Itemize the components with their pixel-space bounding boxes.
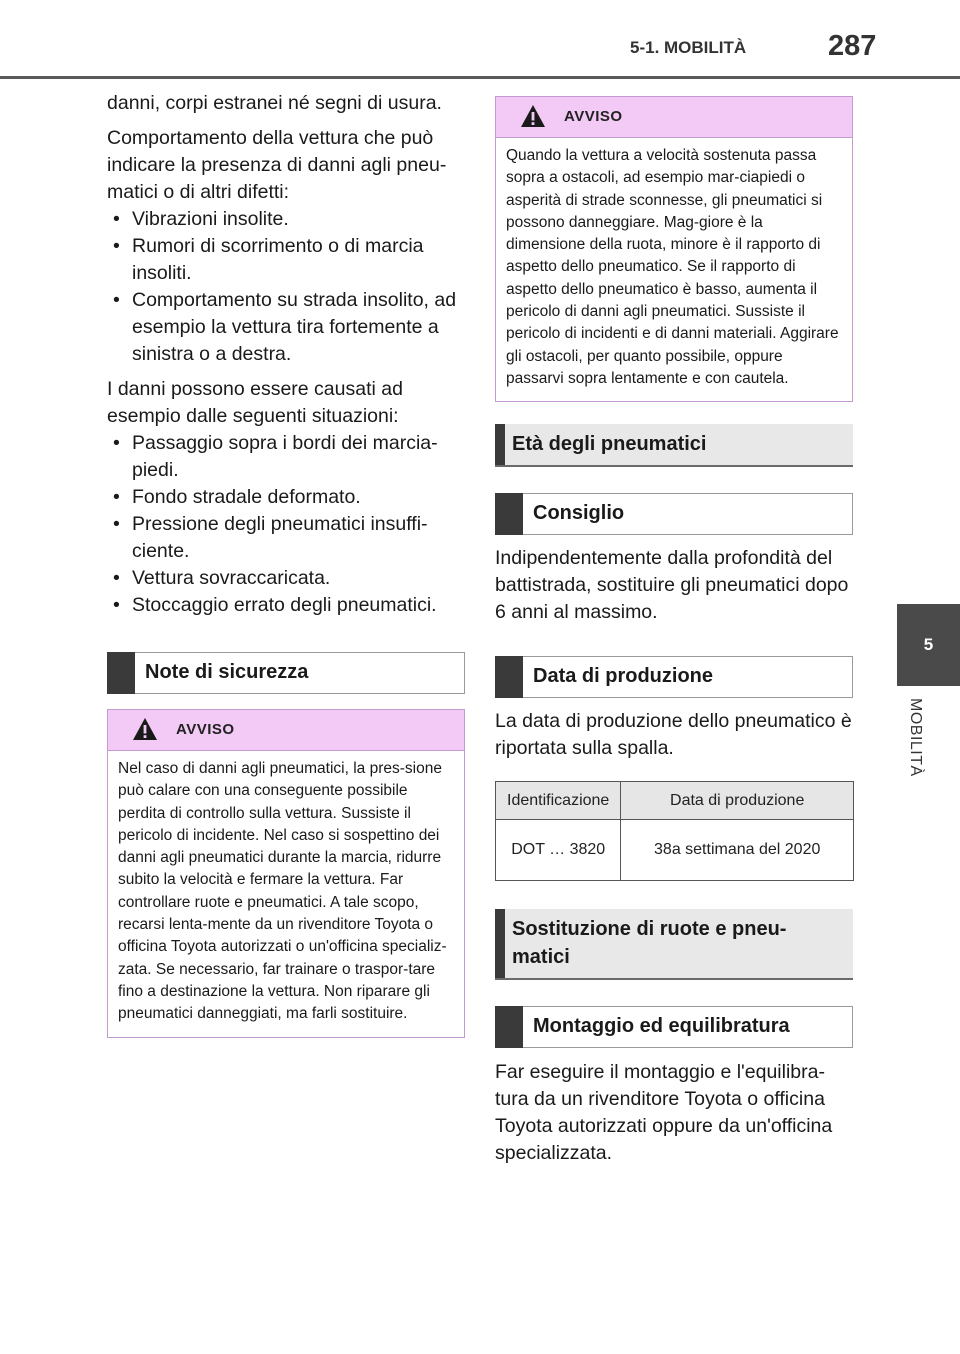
warning-header — [108, 710, 464, 751]
warning-label: AVVISO — [176, 721, 235, 738]
list-item: • Vibrazioni insolite. — [107, 206, 465, 233]
heading-text: Montaggio ed equilibratura — [533, 1015, 790, 1038]
table-cell: DOT … 3820 — [496, 820, 621, 881]
warning-text: Quando la vettura a velocità sostenuta passa sopra a ostacoli, ad esempio mar-ciapiedi o asperità di strade sconnesse, gli pneumatici si possono danneggiare. Mag-giore è la dimensione della ruota, minore è il rapporto di aspetto dello pneumatico. Se il rapporto di aspetto dello pneumatico è basso, aumenta il pericolo di danni agli pneumatici. Sussiste il pericolo di incidenti e di danni materiali. Aggirare gli ostacoli, per quanto possibile, oppure passarvi sopra lentamente e con cautela. — [506, 147, 839, 387]
heading-bar — [495, 656, 523, 698]
header-section-title: 5-1. MOBILITÀ — [630, 38, 747, 57]
paragraph: La data di produzione dello pneumatico è riportata sulla spalla. — [495, 710, 852, 760]
section-heading-production-date — [495, 656, 853, 698]
section-heading-advice — [495, 493, 853, 535]
heading-bar — [495, 909, 505, 978]
heading-bar — [495, 493, 523, 535]
warning-text: Nel caso di danni agli pneumatici, la pres-sione può calare con una conseguente possibile perdita di controllo sulla vettura. Sussiste il pericolo di incidente. Nel caso si sospettino dei danni agli pneumatici durante la marcia, ridurre subito la velocità e fermare la vettura. Far controllare ruote e pneumatici. A tale scopo, recarsi lenta-mente da un rivenditore Toyota o officina Toyota autorizzati o un'officina specializ-zata. Se necessario, far trainare o traspor-tare fino a destinazione la vettura. Non riparare gli pneumatici danneggiati, ma farli sostituire. — [118, 760, 447, 1023]
bullet-list — [107, 206, 465, 368]
heading-text: Note di sicurezza — [145, 661, 309, 683]
paragraph: Indipendentemente dalla profondità del battistrada, sostituire gli pneumatici dopo 6 anni al massimo. — [495, 547, 849, 624]
chapter-label: MOBILITÀ — [907, 698, 924, 777]
heading-text: Data di produzione — [533, 665, 713, 688]
section-heading-mounting — [495, 1006, 853, 1048]
right-column — [495, 96, 853, 1167]
paragraph: Comportamento della vettura che può indicare la presenza di danni agli pneu-matici o di altri difetti: — [107, 127, 447, 203]
chapter-tab[interactable]: 5 — [897, 604, 960, 686]
section-heading-tire-age — [495, 424, 853, 467]
paragraph: Far eseguire il montaggio e l'equilibra-tura da un rivenditore Toyota o officina Toyota autorizzati oppure da un'officina specializzata. — [495, 1061, 833, 1165]
warning-header — [496, 97, 852, 138]
table-header-cell: Data di produzione — [621, 782, 854, 820]
warning-label: AVVISO — [564, 108, 623, 125]
table-cell: 38a settimana del 2020 — [621, 820, 854, 881]
heading-bar — [107, 652, 135, 694]
list-item: • Pressione degli pneumatici insuffi-ciente. — [107, 511, 465, 565]
section-heading-replacement — [495, 909, 853, 980]
bullet-list — [107, 430, 465, 619]
list-item: • Comportamento su strada insolito, ad esempio la vettura tira fortemente a sinistra o a destra. — [107, 287, 465, 368]
page-number: 287 — [828, 30, 877, 62]
table-header-row — [496, 782, 854, 820]
paragraph: danni, corpi estranei né segni di usura. — [107, 92, 442, 114]
heading-text: Età degli pneumatici — [512, 433, 707, 456]
section-heading-safety — [107, 652, 465, 694]
table-header-cell: Identificazione — [496, 782, 621, 820]
list-item: • Rumori di scorrimento o di marcia insoliti. — [107, 233, 465, 287]
warning-icon — [520, 104, 546, 128]
warning-icon — [132, 717, 158, 741]
heading-bar — [495, 424, 505, 465]
heading-bar — [495, 1006, 523, 1048]
list-item: • Fondo stradale deformato. — [107, 484, 465, 511]
list-item: • Stoccaggio errato degli pneumatici. — [107, 592, 465, 619]
production-date-table — [495, 781, 854, 881]
heading-text: Consiglio — [533, 502, 625, 525]
list-item: • Passaggio sopra i bordi dei marcia-piedi. — [107, 430, 465, 484]
heading-text: Sostituzione di ruote e pneu-matici — [512, 918, 787, 969]
list-item: • Vettura sovraccaricata. — [107, 565, 465, 592]
table-row — [496, 820, 854, 881]
paragraph: I danni possono essere causati ad esempio dalle seguenti situazioni: — [107, 378, 403, 427]
header-rule — [0, 76, 960, 79]
left-column — [107, 90, 465, 1038]
warning-box — [495, 96, 853, 402]
warning-box — [107, 709, 465, 1038]
